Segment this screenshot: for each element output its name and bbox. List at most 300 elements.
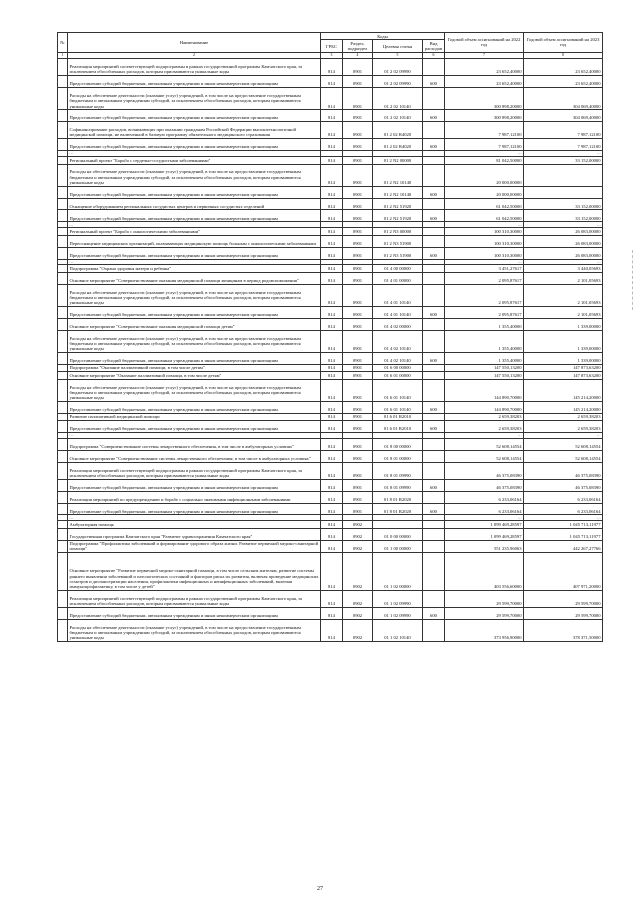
cell-razdel: 0901 (343, 284, 373, 306)
cell-amount-2022: 23 652,40000 (445, 76, 524, 88)
cell-razdel: 0901 (343, 164, 373, 186)
col-num-1: 1 (58, 52, 68, 58)
cell-grbs: 814 (321, 122, 343, 139)
cell-name: Софинансирование расходов, возникающих при оказании гражданам Российской Федерации высокотехнологичной медицинской помощи, не включенной в базовую программу обязательного медицинского страхования (68, 122, 321, 139)
cell-amount-2022: … (445, 151, 524, 157)
cell-amount-2022: 61 042,50000 (445, 210, 524, 222)
cell-num (58, 284, 68, 306)
cell-num (58, 540, 68, 553)
cell-razdel: 0901 (343, 265, 373, 272)
header-2023: Годовой объем ассигнований на 2023 год (524, 33, 603, 53)
cell-num (58, 228, 68, 235)
cell-grbs: 814 (321, 330, 343, 352)
cell-amount-2023: 29 599,70000 (524, 607, 603, 619)
cell-amount-2023: 33 152,00000 (524, 198, 603, 210)
cell-name: Предоставление субсидий бюджетным, автономным учреждениям и иным некоммерческим организациям (68, 479, 321, 491)
cell-razdel: 0901 (343, 413, 373, 420)
cell-amount-2023: 442 267,27766 (524, 540, 603, 553)
cell-name: Основное мероприятие "Совершенствование оказания медицинской помощи женщинам в период родовспоможения" (68, 272, 321, 284)
cell-razdel: 0901 (343, 210, 373, 222)
header-grbs: ГРБС (321, 40, 343, 53)
cell-razdel: 0902 (343, 590, 373, 607)
cell-razdel: 0901 (343, 272, 373, 284)
cell-vr (423, 59, 445, 76)
cell-num (58, 330, 68, 352)
cell-amount-2022: 2 095,87617 (445, 284, 524, 306)
cell-vr (423, 164, 445, 186)
cell-vr: 600 (423, 139, 445, 151)
cell-amount-2022: 46 375,08390 (445, 479, 524, 491)
cell-amount-2023: 304 069,40000 (524, 110, 603, 122)
cell-name: Подпрограмма "Оказание паллиативной помощи, в том числе детям" (68, 364, 321, 371)
cell-name: Государственная программа Камчатского края "Развитие здравоохранения Камчатского края" (68, 528, 321, 540)
table-row (58, 352, 603, 364)
table-row (58, 210, 603, 222)
cell-num (58, 528, 68, 540)
cell-amount-2023: … (524, 515, 603, 521)
cell-vr (423, 521, 445, 528)
cell-cs: 01 1 00 00000 (373, 540, 423, 553)
cell-grbs: 814 (321, 318, 343, 330)
cell-num (58, 438, 68, 450)
cell-vr (423, 491, 445, 503)
cell-name: Расходы на обеспечение деятельности (оказание услуг) учреждений, в том числе на предоставление государственным бюджетным и автономным учреждениям субсидий, за исключением обособленных расходов, которым присваиваются уникальные коды (68, 164, 321, 186)
cell-razdel: 0901 (343, 503, 373, 515)
cell-amount-2023: 2 659,38203 (524, 413, 603, 420)
cell-grbs: 814 (321, 540, 343, 553)
cell-amount-2023: 2 659,38203 (524, 421, 603, 433)
cell-vr (423, 540, 445, 553)
cell-razdel: 0901 (343, 122, 373, 139)
cell-amount-2023 (524, 164, 603, 186)
table-row (58, 110, 603, 122)
cell-razdel: 0901 (343, 228, 373, 235)
cell-name: Предоставление субсидий бюджетным, автономным учреждениям и иным некоммерческим организациям (68, 139, 321, 151)
cell-num (58, 379, 68, 401)
page-number: 27 (317, 886, 323, 892)
cell-amount-2023: 3 440,05693 (524, 265, 603, 272)
cell-grbs: 814 (321, 157, 343, 164)
header-razdel: Раздел, подраздел (343, 40, 373, 53)
cell-razdel: 0901 (343, 88, 373, 110)
cell-amount-2022: 144 890,70000 (445, 401, 524, 413)
cell-grbs: 814 (321, 364, 343, 371)
cell-vr (423, 450, 445, 462)
cell-name: … (68, 432, 321, 438)
cell-name: Расходы на обеспечение деятельности (оказание услуг) учреждений, в том числе на предоставление государственным бюджетным и автономным учреждениям субсидий, за исключением обособленных расходов, которым присваиваются уникальные коды (68, 379, 321, 401)
cell-num (58, 76, 68, 88)
table-row (58, 462, 603, 479)
cell-vr: 600 (423, 352, 445, 364)
cell-amount-2022: 373 956,90000 (445, 619, 524, 641)
cell-cs: 01 1 02 10140 (373, 619, 423, 641)
cell-amount-2022: 7 987,12100 (445, 122, 524, 139)
cell-vr (423, 462, 445, 479)
cell-vr: 600 (423, 247, 445, 259)
cell-name: Расходы на обеспечение деятельности (оказание услуг) учреждений, в том числе на предоставление государственным бюджетным и автономным учреждениям субсидий, за исключением обособленных расходов, которым присваиваются уникальные коды (68, 284, 321, 306)
cell-razdel: 0901 (343, 352, 373, 364)
cell-razdel: 0901 (343, 110, 373, 122)
cell-razdel: 0901 (343, 438, 373, 450)
cell-num (58, 265, 68, 272)
col-num-2: 2 (68, 52, 321, 58)
cell-amount-2022: 20 000,00000 (445, 186, 524, 198)
cell-cs: 01 2 N3 51900 (373, 235, 423, 247)
cell-razdel: 0901 (343, 186, 373, 198)
cell-vr (423, 413, 445, 420)
table-row (58, 272, 603, 284)
cell-razdel: 0901 (343, 139, 373, 151)
cell-vr (423, 265, 445, 272)
table-row (58, 503, 603, 515)
cell-cs: 01 6 01 10140 (373, 379, 423, 401)
cell-grbs: 814 (321, 503, 343, 515)
table-row (58, 379, 603, 401)
cell-amount-2023: 23 652,40000 (524, 76, 603, 88)
cell-name: Развитие паллиативной медицинской помощи (68, 413, 321, 420)
cell-amount-2023: 52 608,14554 (524, 438, 603, 450)
cell-vr (423, 330, 445, 352)
cell-grbs: 814 (321, 139, 343, 151)
cell-razdel: 0901 (343, 462, 373, 479)
cell-name: Предоставление субсидий бюджетным, автономным учреждениям и иным некоммерческим организациям (68, 421, 321, 433)
cell-name: Реализация мероприятий по предупреждению и борьбе с социально значимыми инфекционными заболеваниями (68, 491, 321, 503)
cell-num (58, 372, 68, 379)
table-row (58, 540, 603, 553)
cell-num (58, 491, 68, 503)
cell-razdel: 0901 (343, 330, 373, 352)
cell-grbs: 814 (321, 438, 343, 450)
cell-num (58, 306, 68, 318)
cell-cs: 01 2 02 10140 (373, 88, 423, 110)
cell-grbs: 814 (321, 607, 343, 619)
cell-cs: 01 2 02 09990 (373, 76, 423, 88)
header-codes: Коды (321, 33, 445, 40)
cell-amount-2023: … (524, 432, 603, 438)
cell-razdel: 0901 (343, 401, 373, 413)
cell-amount-2022: … (445, 222, 524, 228)
cell-vr (423, 364, 445, 371)
cell-cs: 01 6 01 R2010 (373, 421, 423, 433)
cell-amount-2022: 147 550,13200 (445, 364, 524, 371)
cell-amount-2022: 2 659,38203 (445, 413, 524, 420)
cell-vr (423, 198, 445, 210)
cell-name: Основное мероприятие "Оказание паллиативной помощи, в том числе детям" (68, 372, 321, 379)
cell-grbs: 814 (321, 421, 343, 433)
table-row (58, 198, 603, 210)
cell-grbs: 814 (321, 306, 343, 318)
cell-grbs: 814 (321, 450, 343, 462)
cell-razdel: 0901 (343, 372, 373, 379)
cell-amount-2022: 1 099 469,28597 (445, 521, 524, 528)
col-num-5: 5 (373, 52, 423, 58)
table-row (58, 619, 603, 641)
cell-vr: 600 (423, 76, 445, 88)
header-name: Наименование (68, 33, 321, 53)
cell-name: Переоснащение медицинских организаций, оказывающих медицинскую помощь больным с онкологическими заболеваниями (68, 235, 321, 247)
cell-amount-2023: 7 987,12100 (524, 122, 603, 139)
cell-amount-2022: 2 659,38203 (445, 421, 524, 433)
cell-cs: 01 1 02 09990 (373, 607, 423, 619)
table-row (58, 59, 603, 76)
cell-amount-2022: 29 599,70000 (445, 590, 524, 607)
cell-amount-2023: 7 987,12100 (524, 139, 603, 151)
cell-vr: 600 (423, 210, 445, 222)
cell-vr (423, 284, 445, 306)
cell-cs: 01 2 N2 51920 (373, 210, 423, 222)
header-vr: Вид расходов (423, 40, 445, 53)
cell-num (58, 401, 68, 413)
cell-razdel: 0901 (343, 235, 373, 247)
cell-name: Предоставление субсидий бюджетным, автономным учреждениям и иным некоммерческим организациям (68, 607, 321, 619)
cell-cs: 01 6 01 00000 (373, 372, 423, 379)
cell-num (58, 139, 68, 151)
table-row (58, 528, 603, 540)
table-row (58, 88, 603, 110)
cell-vr: 600 (423, 110, 445, 122)
cell-cs: 01 4 01 10140 (373, 284, 423, 306)
cell-amount-2023: 2 101,05693 (524, 306, 603, 318)
cell-amount-2023: 378 371,50000 (524, 619, 603, 641)
cell-grbs: 814 (321, 491, 343, 503)
cell-name: Реализация мероприятий соответствующей подпрограммы в рамках государственной программы Камчатского края, за исключением обособленных расходов, которым присваиваются уникальные коды (68, 590, 321, 607)
table-row (58, 228, 603, 235)
table-row (58, 164, 603, 186)
cell-amount-2023: 1 339,00000 (524, 330, 603, 352)
cell-amount-2022: 61 042,50000 (445, 198, 524, 210)
cell-amount-2022: 403 556,60000 (445, 553, 524, 591)
cell-amount-2022: 100 310,30000 (445, 247, 524, 259)
table-row (58, 265, 603, 272)
cell-num (58, 272, 68, 284)
cell-cs: 01 4 02 10140 (373, 330, 423, 352)
cell-num (58, 198, 68, 210)
cell-cs: 01 8 01 R2020 (373, 503, 423, 515)
cell-cs: 01 2 02 09990 (373, 59, 423, 76)
cell-amount-2022: 23 652,40000 (445, 59, 524, 76)
cell-num (58, 235, 68, 247)
table-row (58, 607, 603, 619)
cell-amount-2023: 29 599,70000 (524, 590, 603, 607)
cell-vr (423, 372, 445, 379)
cell-cs: 01 1 02 00000 (373, 553, 423, 591)
cell-grbs: 814 (321, 413, 343, 420)
cell-amount-2023: 147 873,63200 (524, 372, 603, 379)
cell-razdel: 0902 (343, 607, 373, 619)
cell-name: Основное мероприятие "Совершенствование системы лекарственного обеспечения, в том числе в амбулаторных условиях" (68, 450, 321, 462)
table-row (58, 330, 603, 352)
cell-cs: 01 1 02 09990 (373, 590, 423, 607)
cell-num (58, 186, 68, 198)
cell-name: Предоставление субсидий бюджетным, автономным учреждениям и иным некоммерческим организациям (68, 352, 321, 364)
cell-amount-2023: 147 873,63200 (524, 364, 603, 371)
cell-cs: 01 8 01 09990 (373, 462, 423, 479)
cell-amount-2023: … (524, 151, 603, 157)
cell-razdel: 0902 (343, 619, 373, 641)
table-row (58, 372, 603, 379)
cell-razdel: 0901 (343, 364, 373, 371)
cell-vr (423, 88, 445, 110)
cell-num (58, 210, 68, 222)
cell-cs: 01 2 N2 00000 (373, 157, 423, 164)
cell-razdel: 0901 (343, 450, 373, 462)
cell-num (58, 88, 68, 110)
cell-num (58, 521, 68, 528)
cell-amount-2022: 551 235,96063 (445, 540, 524, 553)
cell-vr: 600 (423, 479, 445, 491)
cell-cs: 01 4 01 10140 (373, 306, 423, 318)
cell-razdel: 0902 (343, 528, 373, 540)
table-row (58, 491, 603, 503)
cell-cs (373, 521, 423, 528)
cell-grbs: 814 (321, 235, 343, 247)
scan-edge-mark (632, 250, 634, 310)
cell-num (58, 590, 68, 607)
cell-cs: 01 4 02 00000 (373, 318, 423, 330)
cell-cs: 01 4 01 00000 (373, 272, 423, 284)
cell-name: Основное мероприятие "Совершенствование оказания медицинской помощи детям" (68, 318, 321, 330)
cell-name: Реализация мероприятий соответствующей подпрограммы в рамках государственной программы Камчатского края, за исключением обособленных расходов, которым присваиваются уникальные коды (68, 462, 321, 479)
cell-amount-2022: 81 042,50000 (445, 157, 524, 164)
cell-vr (423, 379, 445, 401)
cell-grbs: 814 (321, 462, 343, 479)
cell-name: … (68, 259, 321, 265)
cell-razdel: 0902 (343, 540, 373, 553)
table-row (58, 521, 603, 528)
cell-num (58, 479, 68, 491)
table-row (58, 306, 603, 318)
cell-vr (423, 228, 445, 235)
col-num-7: 7 (445, 52, 524, 58)
cell-vr: 600 (423, 421, 445, 433)
cell-amount-2023: 145 214,20000 (524, 401, 603, 413)
cell-num (58, 462, 68, 479)
cell-razdel: 0902 (343, 553, 373, 591)
cell-amount-2022: 147 550,13200 (445, 372, 524, 379)
cell-cs: 01 8 01 R2020 (373, 491, 423, 503)
cell-amount-2022: 1 355,40000 (445, 352, 524, 364)
cell-razdel: 0901 (343, 76, 373, 88)
cell-grbs: 814 (321, 528, 343, 540)
cell-amount-2023: 407 971,20000 (524, 553, 603, 591)
cell-name: Оснащение оборудованием региональных сосудистых центров и первичных сосудистых отделений (68, 198, 321, 210)
table-row (58, 235, 603, 247)
table-row (58, 76, 603, 88)
cell-amount-2022: 100 310,30000 (445, 228, 524, 235)
cell-cs: 01 8 01 00000 (373, 450, 423, 462)
cell-grbs: 814 (321, 76, 343, 88)
table-row (58, 157, 603, 164)
col-num-8: 8 (524, 52, 603, 58)
cell-num (58, 122, 68, 139)
cell-amount-2022: 2 095,87617 (445, 306, 524, 318)
cell-name: Реализация мероприятий соответствующей подпрограммы в рамках государственной программы Камчатского края, за исключением обособленных расходов, которым присваиваются уникальные коды (68, 59, 321, 76)
cell-amount-2023: 304 069,40000 (524, 88, 603, 110)
table-row (58, 479, 603, 491)
cell-razdel: 0901 (343, 247, 373, 259)
cell-amount-2022: 3 451,27617 (445, 265, 524, 272)
cell-num (58, 364, 68, 371)
cell-grbs: 814 (321, 401, 343, 413)
header-2022: Годовой объем ассигнований на 2022 год (445, 33, 524, 53)
cell-grbs: 814 (321, 272, 343, 284)
cell-name: Подпрограмма "Профилактика заболеваний и формирование здорового образа жизни. Развитие первичной медико-санитарной помощи" (68, 540, 321, 553)
cell-name: Подпрограмма "Охрана здоровья матери и ребенка" (68, 265, 321, 272)
cell-amount-2022: … (445, 432, 524, 438)
cell-cs: 01 2 N3 00000 (373, 228, 423, 235)
cell-grbs: 814 (321, 59, 343, 76)
cell-grbs: 814 (321, 247, 343, 259)
cell-razdel: 0901 (343, 318, 373, 330)
cell-name: Подпрограмма "Совершенствование системы лекарственного обеспечения, в том числе в амбулаторных условиях" (68, 438, 321, 450)
col-num-3: 3 (321, 52, 343, 58)
table-row (58, 284, 603, 306)
cell-num (58, 59, 68, 76)
cell-amount-2023: 6 233,06164 (524, 503, 603, 515)
cell-num (58, 503, 68, 515)
cell-grbs: 814 (321, 164, 343, 186)
cell-amount-2022: 29 599,70000 (445, 607, 524, 619)
cell-name: Расходы на обеспечение деятельности (оказание услуг) учреждений, в том числе на предоставление государственным бюджетным и автономным учреждениям субсидий, за исключением обособленных расходов, которым присваиваются уникальные коды (68, 88, 321, 110)
cell-num (58, 607, 68, 619)
cell-razdel: 0901 (343, 59, 373, 76)
cell-cs: 01 6 01 R2010 (373, 413, 423, 420)
table-row (58, 247, 603, 259)
cell-vr: 600 (423, 607, 445, 619)
cell-name: Предоставление субсидий бюджетным, автономным учреждениям и иным некоммерческим организациям (68, 76, 321, 88)
cell-num (58, 450, 68, 462)
table-row (58, 139, 603, 151)
cell-grbs: 814 (321, 88, 343, 110)
cell-cs: 01 2 N2 51920 (373, 198, 423, 210)
cell-grbs: 814 (321, 228, 343, 235)
cell-amount-2023: 1 339,00000 (524, 352, 603, 364)
cell-vr: 600 (423, 503, 445, 515)
cell-num (58, 352, 68, 364)
cell-name: Предоставление субсидий бюджетным, автономным учреждениям и иным некоммерческим организациям (68, 401, 321, 413)
cell-grbs: 814 (321, 553, 343, 591)
cell-razdel: 0901 (343, 421, 373, 433)
cell-amount-2023: 145 214,20000 (524, 379, 603, 401)
cell-num (58, 413, 68, 420)
cell-amount-2023: 46 375,08390 (524, 479, 603, 491)
cell-razdel: 0901 (343, 157, 373, 164)
cell-grbs: 814 (321, 186, 343, 198)
cell-amount-2022: 100 310,30000 (445, 235, 524, 247)
cell-amount-2022: 6 233,06164 (445, 491, 524, 503)
cell-cs: 01 8 00 00000 (373, 438, 423, 450)
cell-amount-2022: 1 355,40000 (445, 318, 524, 330)
header-cs: Целевая статья (373, 40, 423, 53)
cell-vr (423, 318, 445, 330)
cell-grbs: 814 (321, 284, 343, 306)
cell-amount-2023: 26 083,00000 (524, 235, 603, 247)
table-row (58, 186, 603, 198)
cell-name: Региональный проект "Борьба с сердечно-сосудистыми заболеваниями" (68, 157, 321, 164)
cell-vr (423, 122, 445, 139)
cell-amount-2022: 52 608,14554 (445, 450, 524, 462)
cell-amount-2022: 1 355,40000 (445, 330, 524, 352)
cell-amount-2023: 52 608,14554 (524, 450, 603, 462)
cell-cs: 01 0 00 00000 (373, 528, 423, 540)
cell-grbs: 814 (321, 110, 343, 122)
cell-grbs: 814 (321, 352, 343, 364)
cell-amount-2023: 6 233,06164 (524, 491, 603, 503)
cell-amount-2022: … (445, 515, 524, 521)
cell-vr: 600 (423, 186, 445, 198)
cell-name: … (68, 151, 321, 157)
cell-name: Региональный проект "Борьба с онкологическими заболеваниями" (68, 228, 321, 235)
